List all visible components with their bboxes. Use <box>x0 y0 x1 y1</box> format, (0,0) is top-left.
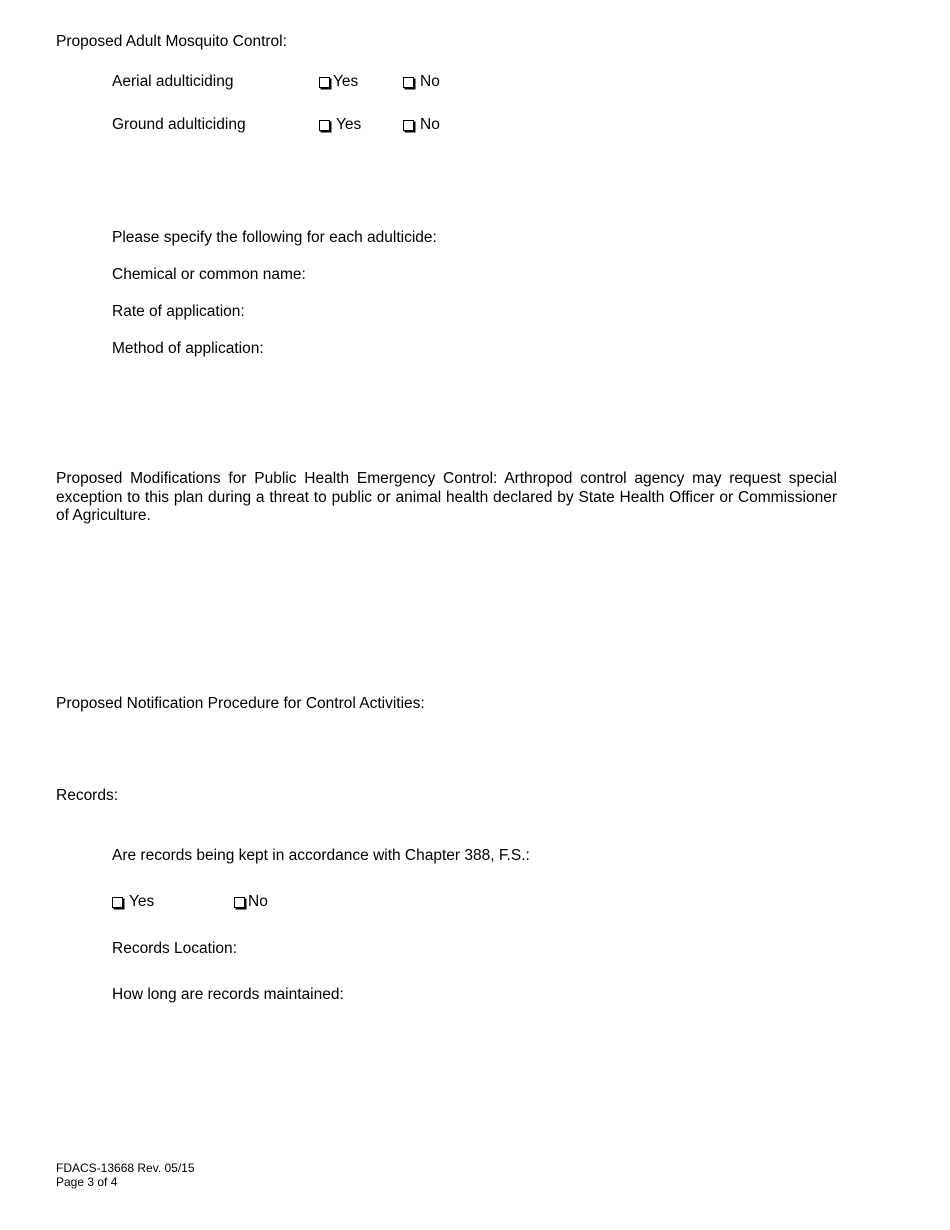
aerial-adulticiding-label: Aerial adulticiding <box>112 73 234 90</box>
checkbox-square-icon <box>403 77 414 88</box>
checkbox-square-icon <box>403 120 414 131</box>
checkbox-square-icon <box>319 77 330 88</box>
aerial-yes-label: Yes <box>333 73 359 90</box>
method-of-application-label: Method of application: <box>112 340 264 357</box>
ground-yes-label: Yes <box>336 116 362 133</box>
records-yes-checkbox[interactable] <box>112 893 154 911</box>
ground-no-label: No <box>420 116 440 133</box>
checkbox-square-icon <box>112 897 123 908</box>
ground-no-checkbox[interactable] <box>403 116 440 134</box>
checkbox-square-icon <box>319 120 330 131</box>
aerial-yes-checkbox[interactable] <box>319 73 358 91</box>
form-id: FDACS-13668 Rev. 05/15 <box>56 1161 195 1175</box>
records-duration-label: How long are records maintained: <box>112 986 344 1003</box>
records-heading: Records: <box>56 787 119 804</box>
page-number: Page 3 of 4 <box>56 1175 118 1189</box>
notification-heading: Proposed Notification Procedure for Control Activities: <box>56 695 425 712</box>
rate-of-application-label: Rate of application: <box>112 303 245 320</box>
aerial-no-label: No <box>420 73 440 90</box>
aerial-no-checkbox[interactable] <box>403 73 440 91</box>
records-location-label: Records Location: <box>112 940 237 957</box>
ground-yes-checkbox[interactable] <box>319 116 361 134</box>
records-question: Are records being kept in accordance with Chapter 388, F.S.: <box>112 847 530 864</box>
records-no-label: No <box>248 893 268 910</box>
chemical-name-label: Chemical or common name: <box>112 266 306 283</box>
adult-control-heading: Proposed Adult Mosquito Control: <box>56 33 287 50</box>
records-no-checkbox[interactable] <box>234 893 268 911</box>
emergency-control-paragraph: Proposed Modifications for Public Health Emergency Control: Arthropod control agency may request special exception to this plan during a threat to public or animal health declared by State Health Officer or Commissioner of Agriculture. <box>56 470 837 524</box>
ground-adulticiding-label: Ground adulticiding <box>112 116 246 133</box>
checkbox-square-icon <box>234 897 245 908</box>
specify-prompt: Please specify the following for each adulticide: <box>112 229 437 246</box>
records-yes-label: Yes <box>129 893 155 910</box>
